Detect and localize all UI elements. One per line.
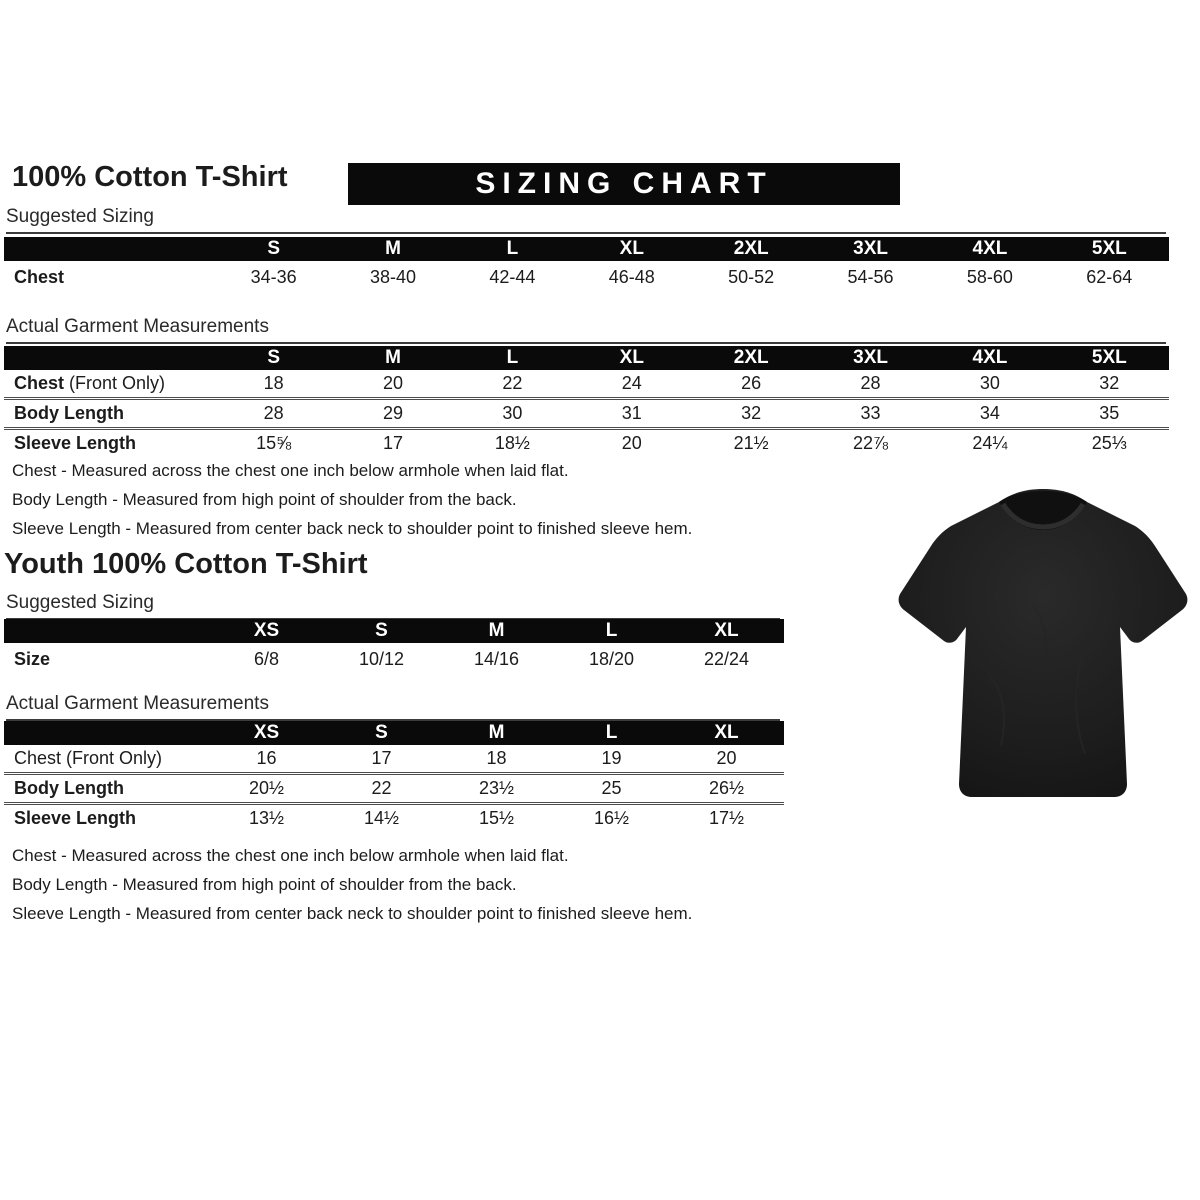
measurement-cell: 20½ <box>209 774 324 804</box>
measurement-cell: 42-44 <box>489 266 536 287</box>
column-header-m: M <box>439 721 554 745</box>
note-sleeve-length: Sleeve Length - Measured from center back neck to shoulder point to finished sleeve hem. <box>12 519 693 538</box>
measurement-cell: 28 <box>811 370 930 399</box>
measurement-cell: 38-40 <box>370 266 417 287</box>
adult-actual-measurements-table <box>4 346 1169 457</box>
column-header-5xl: 5XL <box>1050 237 1169 261</box>
measurement-cell: 20 <box>333 370 452 399</box>
row-label: Sleeve Length <box>14 808 137 828</box>
measurement-cell: 33 <box>811 399 930 429</box>
column-header-xs: XS <box>209 619 324 643</box>
measurement-cell: 10/12 <box>358 648 405 669</box>
column-header-xs: XS <box>209 721 324 745</box>
measurement-cell: 62-64 <box>1086 266 1133 287</box>
measurement-cell: 34 <box>930 399 1049 429</box>
column-header-l: L <box>554 721 669 745</box>
measurement-cell: 18/20 <box>588 648 635 669</box>
column-header-s: S <box>324 619 439 643</box>
column-header-3xl: 3XL <box>811 237 930 261</box>
column-header-2xl: 2XL <box>692 346 811 370</box>
measurement-cell: 16½ <box>593 808 630 828</box>
measurement-cell: 20 <box>669 745 784 774</box>
row-label: Chest (Front Only) <box>4 745 209 774</box>
tshirt-image <box>893 484 1193 804</box>
youth-suggested-sizing-label: Suggested Sizing <box>6 592 780 620</box>
header-empty-cell <box>4 237 214 261</box>
measurement-cell: 32 <box>692 399 811 429</box>
adult-measurement-notes <box>12 456 692 543</box>
note-body-length: Body Length - Measured from high point of shoulder from the back. <box>12 875 517 894</box>
table-row <box>4 429 1169 458</box>
measurement-cell: 31 <box>572 399 691 429</box>
header-empty-cell <box>4 619 209 643</box>
table-row <box>4 745 784 774</box>
row-label: Body Length <box>4 399 214 429</box>
table-row <box>4 774 784 804</box>
measurement-cell: 22/24 <box>703 648 750 669</box>
note-chest: Chest - Measured across the chest one inch below armhole when laid flat. <box>12 461 569 480</box>
header-empty-cell <box>4 346 214 370</box>
column-header-m: M <box>333 346 452 370</box>
measurement-cell: 32 <box>1050 370 1169 399</box>
measurement-cell: 15½ <box>478 808 515 828</box>
measurement-cell: 28 <box>214 399 333 429</box>
youth-suggested-sizing-table <box>4 619 784 675</box>
measurement-cell: 26 <box>692 370 811 399</box>
measurement-cell: 20 <box>621 433 642 453</box>
measurement-cell: 22 <box>453 370 572 399</box>
column-header-s: S <box>324 721 439 745</box>
measurement-cell: 21½ <box>733 433 769 453</box>
column-header-2xl: 2XL <box>692 237 811 261</box>
table-row <box>4 804 784 833</box>
measurement-cell: 17 <box>383 433 404 453</box>
adult-actual-measurements-label: Actual Garment Measurements <box>6 316 1166 344</box>
header-empty-cell <box>4 721 209 745</box>
measurement-cell: 46-48 <box>608 266 655 287</box>
column-header-5xl: 5XL <box>1050 346 1169 370</box>
adult-section-title: 100% Cotton T-Shirt <box>12 161 288 193</box>
measurement-cell: 35 <box>1050 399 1169 429</box>
row-label: Sleeve Length <box>14 433 137 453</box>
column-header-xl: XL <box>669 619 784 643</box>
column-header-xl: XL <box>572 237 691 261</box>
measurement-cell: 14/16 <box>473 648 520 669</box>
measurement-cell: 30 <box>453 399 572 429</box>
adult-suggested-sizing-table <box>4 237 1169 293</box>
measurement-cell: 22⅞ <box>853 433 889 453</box>
measurement-cell: 58-60 <box>966 266 1013 287</box>
measurement-cell: 16 <box>209 745 324 774</box>
sizing-chart-banner-label: SIZING CHART <box>475 167 773 200</box>
table-row <box>4 370 1169 399</box>
youth-actual-measurements-table <box>4 721 784 832</box>
note-chest: Chest - Measured across the chest one inch below armhole when laid flat. <box>12 846 569 865</box>
row-label: Size <box>14 648 51 669</box>
measurement-cell: 14½ <box>363 808 400 828</box>
measurement-cell: 17½ <box>708 808 745 828</box>
measurement-cell: 29 <box>333 399 452 429</box>
column-header-m: M <box>333 237 452 261</box>
measurement-cell: 18½ <box>494 433 530 453</box>
measurement-cell: 54-56 <box>847 266 894 287</box>
table-row <box>4 643 784 675</box>
table-row <box>4 399 1169 429</box>
measurement-cell: 22 <box>324 774 439 804</box>
measurement-cell: 13½ <box>248 808 285 828</box>
column-header-l: L <box>453 237 572 261</box>
column-header-xl: XL <box>669 721 784 745</box>
note-sleeve-length: Sleeve Length - Measured from center back neck to shoulder point to finished sleeve hem. <box>12 904 693 923</box>
column-header-4xl: 4XL <box>930 237 1049 261</box>
sizing-chart-banner <box>348 163 900 205</box>
column-header-s: S <box>214 237 333 261</box>
column-header-3xl: 3XL <box>811 346 930 370</box>
column-header-4xl: 4XL <box>930 346 1049 370</box>
youth-actual-measurements-label: Actual Garment Measurements <box>6 693 780 721</box>
row-label: Body Length <box>4 774 209 804</box>
adult-suggested-sizing-label: Suggested Sizing <box>6 206 1166 234</box>
measurement-cell: 17 <box>324 745 439 774</box>
measurement-cell: 34-36 <box>250 266 297 287</box>
measurement-cell: 15⅝ <box>256 433 292 453</box>
measurement-cell: 23½ <box>439 774 554 804</box>
tshirt-body <box>899 489 1188 797</box>
measurement-cell: 50-52 <box>728 266 775 287</box>
table-row <box>4 261 1169 293</box>
youth-measurement-notes <box>12 841 692 928</box>
measurement-cell: 30 <box>930 370 1049 399</box>
column-header-l: L <box>453 346 572 370</box>
measurement-cell: 25 <box>554 774 669 804</box>
measurement-cell: 25⅓ <box>1091 433 1127 453</box>
measurement-cell: 24 <box>572 370 691 399</box>
row-label: Chest <box>14 266 65 287</box>
column-header-s: S <box>214 346 333 370</box>
row-label: Chest (Front Only) <box>4 370 214 399</box>
column-header-xl: XL <box>572 346 691 370</box>
measurement-cell: 18 <box>214 370 333 399</box>
measurement-cell: 6/8 <box>253 648 280 669</box>
measurement-cell: 24¼ <box>972 433 1008 453</box>
youth-section-title: Youth 100% Cotton T-Shirt <box>4 548 368 580</box>
column-header-m: M <box>439 619 554 643</box>
measurement-cell: 26½ <box>669 774 784 804</box>
measurement-cell: 19 <box>554 745 669 774</box>
column-header-l: L <box>554 619 669 643</box>
note-body-length: Body Length - Measured from high point of shoulder from the back. <box>12 490 517 509</box>
measurement-cell: 18 <box>439 745 554 774</box>
